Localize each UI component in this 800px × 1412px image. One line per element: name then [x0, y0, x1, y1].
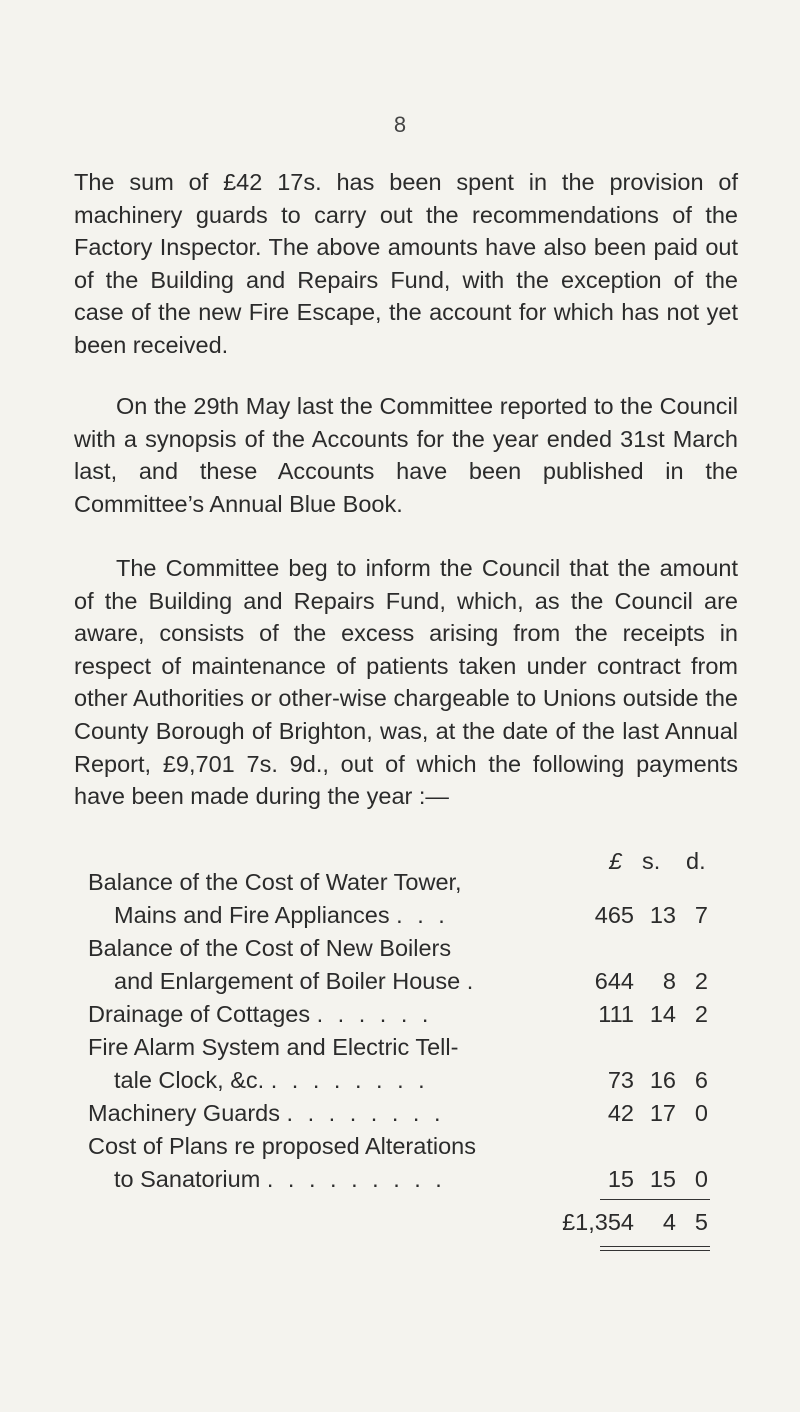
ledger-row-shillings: 16: [649, 1067, 676, 1093]
ledger-row-shillings: 8: [662, 968, 676, 994]
header-pounds: £: [608, 848, 622, 874]
header-shillings: s.: [642, 848, 661, 874]
ledger-row-label: Cost of Plans re proposed Alterations: [88, 1133, 476, 1159]
ledger-row-pounds: 15: [607, 1166, 634, 1192]
ledger-row-pounds: 111: [598, 1001, 634, 1027]
ledger-row-label: Drainage of Cottages . . . . . .: [88, 1001, 433, 1027]
ledger-row-pence: 2: [694, 1001, 708, 1027]
ledger-row-pence: 0: [694, 1166, 708, 1192]
ledger-row-pounds: 42: [607, 1100, 634, 1126]
ledger-row-label: Balance of the Cost of Water Tower,: [88, 869, 462, 895]
ledger-row-label: and Enlargement of Boiler House .: [114, 968, 478, 994]
ledger-row-shillings: 15: [649, 1166, 676, 1192]
page-number: 8: [393, 112, 407, 137]
total-rule-2: [600, 1250, 710, 1251]
ledger-row-label: Balance of the Cost of New Boilers: [88, 935, 452, 961]
ledger-row-label: Mains and Fire Appliances . . .: [114, 902, 449, 928]
ledger-row-label: to Sanatorium . . . . . . . . .: [114, 1166, 446, 1192]
ledger-row-label: Machinery Guards . . . . . . . .: [88, 1100, 445, 1126]
ledger-row-pounds: 465: [594, 902, 634, 928]
ledger-row-shillings: 14: [649, 1001, 676, 1027]
header-pence: d.: [686, 848, 706, 874]
paragraph-accounts-synopsis: On the 29th May last the Committee reported to the Council with a synopsis of the Accounts for the year ended 31st March last, and these Accounts have been published in the Committee’s Annual Blue Book.: [74, 393, 738, 517]
total-pounds: £1,354: [562, 1209, 634, 1235]
subtotal-rule: [600, 1199, 710, 1200]
paragraph-repairs-fund: The Committee beg to inform the Council that the amount of the Building and Repairs Fund, which, as the Council are aware, consists of the excess arising from the receipts in respect of maintenance of patients taken under contract from other Authorities or other-wise chargeable to Unions outside the County Borough of Brighton, was, at the date of the last Annual Report, £9,701 7s. 9d., out of which the following payments have been made during the year :—: [74, 555, 738, 810]
ledger-row-pence: 2: [694, 968, 708, 994]
ledger-row-pence: 0: [694, 1100, 708, 1126]
ledger-row-shillings: 13: [649, 902, 676, 928]
ledger-row-pence: 6: [694, 1067, 708, 1093]
ledger-row-shillings: 17: [649, 1100, 676, 1126]
ledger-row-pence: 7: [694, 902, 708, 928]
ledger-row-label: Fire Alarm System and Electric Tell-: [88, 1034, 459, 1060]
ledger-row-pounds: 73: [607, 1067, 634, 1093]
paragraph-machinery-guards: The sum of £42 17s. has been spent in the provision of machinery guards to carry out the recommendations of the Factory Inspector. The above amounts have also been paid out of the Building and Repairs Fund, with the exception of the case of the new Fire Escape, the account for which has not yet been received.: [74, 169, 738, 358]
total-shillings: 4: [662, 1209, 676, 1235]
ledger-row-label: tale Clock, &c. . . . . . . . .: [114, 1067, 429, 1093]
total-rule-1: [600, 1246, 710, 1247]
ledger-row-pounds: 644: [594, 968, 634, 994]
total-pence: 5: [694, 1209, 708, 1235]
